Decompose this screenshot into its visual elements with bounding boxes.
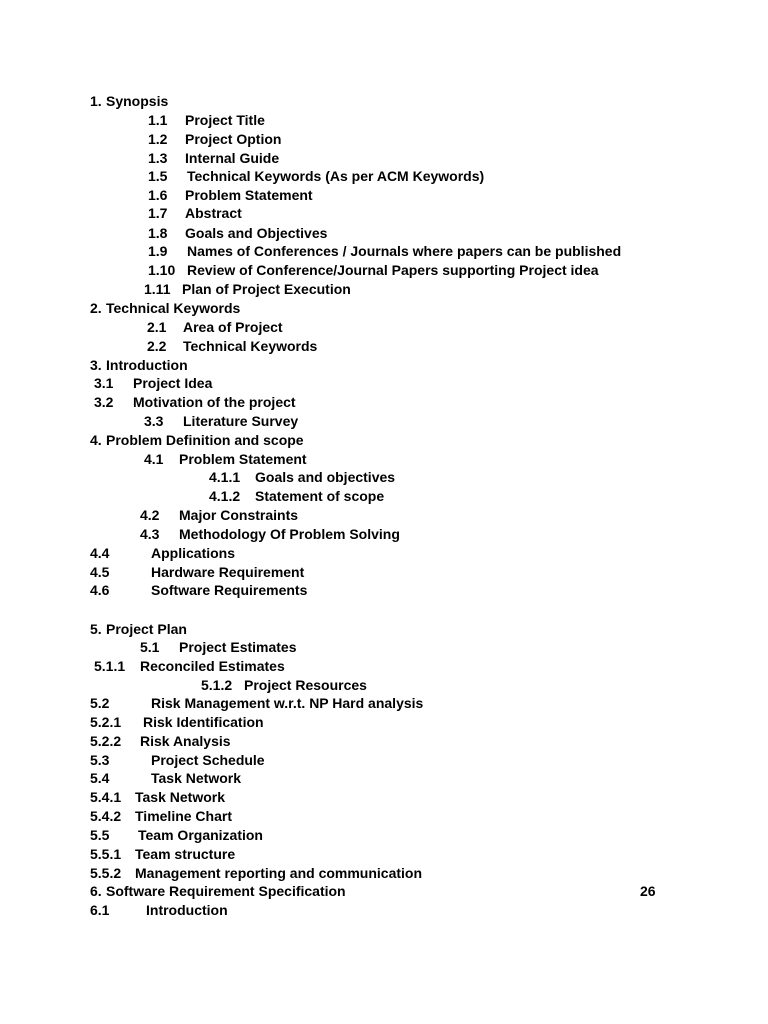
toc-entry: [148, 111, 265, 129]
toc-entry-title: Goals and objectives: [255, 469, 396, 485]
toc-entry-number: 4.1.1: [209, 469, 241, 485]
toc-entry: [148, 242, 621, 260]
toc-entry: [148, 204, 242, 222]
toc-entry-title: Project Resources: [244, 677, 367, 693]
toc-entry-title: Technical Keywords (As per ACM Keywords): [187, 168, 485, 184]
toc-entry-number: 1.10: [148, 262, 176, 278]
toc-entry-title: Task Network: [135, 789, 225, 805]
toc-entry-number: 4.3: [140, 526, 160, 542]
toc-entry-number: 5.4.2: [90, 808, 122, 824]
toc-entry-number: 1.: [90, 93, 102, 109]
toc-entry: [90, 356, 188, 374]
toc-entry: [201, 676, 367, 694]
toc-entry: [94, 393, 296, 411]
toc-entry: [90, 882, 346, 900]
toc-entry-number: 4.: [90, 432, 102, 448]
toc-entry-number: 5.3: [90, 752, 110, 768]
toc-entry-number: 5.5.1: [90, 846, 122, 862]
toc-entry-number: 1.6: [148, 187, 168, 203]
toc-entry-number: 4.1: [144, 451, 164, 467]
toc-entry: [90, 845, 235, 863]
toc-entry-number: 5.4: [90, 770, 110, 786]
toc-entry: [90, 713, 264, 731]
toc-entry-number: 2.2: [147, 338, 167, 354]
toc-entry: [147, 318, 283, 336]
toc-entry: [140, 525, 400, 543]
toc-entry: [90, 431, 304, 449]
toc-entry-title: Software Requirement Specification: [106, 883, 346, 899]
toc-entry-title: Technical Keywords: [106, 300, 241, 316]
toc-entry-number: 4.6: [90, 582, 110, 598]
toc-entry: [90, 826, 263, 844]
toc-entry: [144, 450, 307, 468]
toc-entry-title: Internal Guide: [185, 150, 280, 166]
toc-entry: [209, 468, 395, 486]
toc-entry-title: Hardware Requirement: [151, 564, 305, 580]
toc-entry: [90, 299, 240, 317]
toc-entry-title: Project Estimates: [179, 639, 297, 655]
toc-entry: [209, 487, 384, 505]
toc-entry: [144, 412, 298, 430]
toc-entry-number: 3.3: [144, 413, 164, 429]
toc-entry-number: 1.7: [148, 205, 168, 221]
toc-entry: [148, 186, 313, 204]
toc-entry: [90, 769, 241, 787]
toc-entry-title: Project Schedule: [151, 752, 265, 768]
toc-entry-number: 6.: [90, 883, 102, 899]
toc-entry-title: Technical Keywords: [183, 338, 318, 354]
toc-entry-title: Major Constraints: [179, 507, 299, 523]
toc-entry-title: Reconciled Estimates: [140, 658, 285, 674]
toc-entry-number: 1.11: [144, 281, 171, 297]
toc-entry: [148, 130, 281, 148]
toc-entry-title: Task Network: [151, 770, 241, 786]
toc-entry-title: Problem Definition and scope: [106, 432, 304, 448]
toc-entry: [90, 544, 235, 562]
toc-entry-number: 1.3: [148, 150, 168, 166]
toc-entry: [90, 694, 423, 712]
toc-entry: [90, 751, 265, 769]
toc-entry-number: 3.: [90, 357, 102, 373]
toc-entry-title: Abstract: [185, 205, 242, 221]
toc-entry: [148, 261, 599, 279]
toc-entry: [90, 732, 231, 750]
toc-entry-number: 5.2.1: [90, 714, 122, 730]
toc-entry-number: 2.1: [147, 319, 167, 335]
toc-entry-number: 5.1.2: [201, 677, 233, 693]
toc-entry-number: 5.5.2: [90, 865, 122, 881]
toc-entry-number: 5.5: [90, 827, 110, 843]
toc-entry-number: 4.1.2: [209, 488, 241, 504]
toc-entry-number: 5.2: [90, 695, 110, 711]
toc-entry-title: Synopsis: [106, 93, 169, 109]
toc-entry: [148, 167, 484, 185]
toc-entry-title: Literature Survey: [183, 413, 299, 429]
toc-entry-title: Project Plan: [106, 621, 187, 637]
toc-entry: [90, 92, 168, 110]
toc-entry: [94, 657, 285, 675]
toc-entry-number: 5.4.1: [90, 789, 122, 805]
toc-entry-title: Methodology Of Problem Solving: [179, 526, 400, 542]
toc-entry: [148, 224, 327, 242]
toc-entry: [144, 280, 351, 298]
toc-entry-title: Plan of Project Execution: [182, 281, 351, 297]
toc-entry-number: 3.1: [94, 375, 114, 391]
toc-entry-title: Team structure: [135, 846, 236, 862]
toc-entry-title: Risk Analysis: [140, 733, 231, 749]
toc-entry: [90, 581, 307, 599]
toc-entry-title: Team Organization: [138, 827, 263, 843]
toc-entry-page-number: 26: [640, 883, 656, 899]
toc-entry-title: Software Requirements: [151, 582, 308, 598]
toc-entry-title: Problem Statement: [179, 451, 307, 467]
toc-entry-number: 4.5: [90, 564, 110, 580]
toc-entry: [90, 788, 225, 806]
toc-entry-title: Introduction: [106, 357, 188, 373]
toc-entry-title: Names of Conferences / Journals where papers can be published: [187, 243, 622, 259]
toc-entry-title: Problem Statement: [185, 187, 313, 203]
toc-entry-number: 1.2: [148, 131, 168, 147]
toc-entry-number: 1.8: [148, 225, 168, 241]
toc-entry-number: 5.: [90, 621, 102, 637]
toc-entry-title: Introduction: [146, 902, 228, 918]
toc-entry-title: Review of Conference/Journal Papers supporting Project idea: [187, 262, 599, 278]
toc-entry-number: 6.1: [90, 902, 110, 918]
toc-entry-title: Applications: [151, 545, 236, 561]
toc-entry-number: 1.9: [148, 243, 168, 259]
toc-entry-number: 4.4: [90, 545, 110, 561]
toc-entry-title: Risk Management w.r.t. NP Hard analysis: [151, 695, 424, 711]
toc-entry-title: Timeline Chart: [135, 808, 232, 824]
toc-entry-number: 2.: [90, 300, 102, 316]
toc-entry-title: Project Idea: [133, 375, 213, 391]
toc-entry: [90, 864, 422, 882]
toc-entry: [147, 337, 317, 355]
toc-entry-number: 1.1: [148, 112, 168, 128]
toc-entry: [140, 506, 298, 524]
toc-entry-title: Project Option: [185, 131, 282, 147]
toc-entry-title: Statement of scope: [255, 488, 385, 504]
toc-entry-number: 1.5: [148, 168, 168, 184]
toc-entry: [140, 638, 297, 656]
toc-entry-title: Risk Identification: [143, 714, 264, 730]
toc-entry-number: 5.1.1: [94, 658, 126, 674]
toc-entry: [90, 807, 232, 825]
toc-entry: [90, 901, 228, 919]
toc-entry-title: Motivation of the project: [133, 394, 296, 410]
toc-entry-number: 3.2: [94, 394, 114, 410]
toc-entry: [90, 620, 187, 638]
toc-entry-number: 5.1: [140, 639, 160, 655]
toc-entry-number: 5.2.2: [90, 733, 122, 749]
toc-entry-title: Goals and Objectives: [185, 225, 328, 241]
toc-entry-title: Project Title: [185, 112, 265, 128]
toc-entry-title: Management reporting and communication: [135, 865, 423, 881]
toc-entry-title: Area of Project: [183, 319, 283, 335]
toc-entry: [148, 149, 279, 167]
toc-entry: [94, 374, 212, 392]
toc-entry: [90, 563, 304, 581]
toc-entry-number: 4.2: [140, 507, 160, 523]
